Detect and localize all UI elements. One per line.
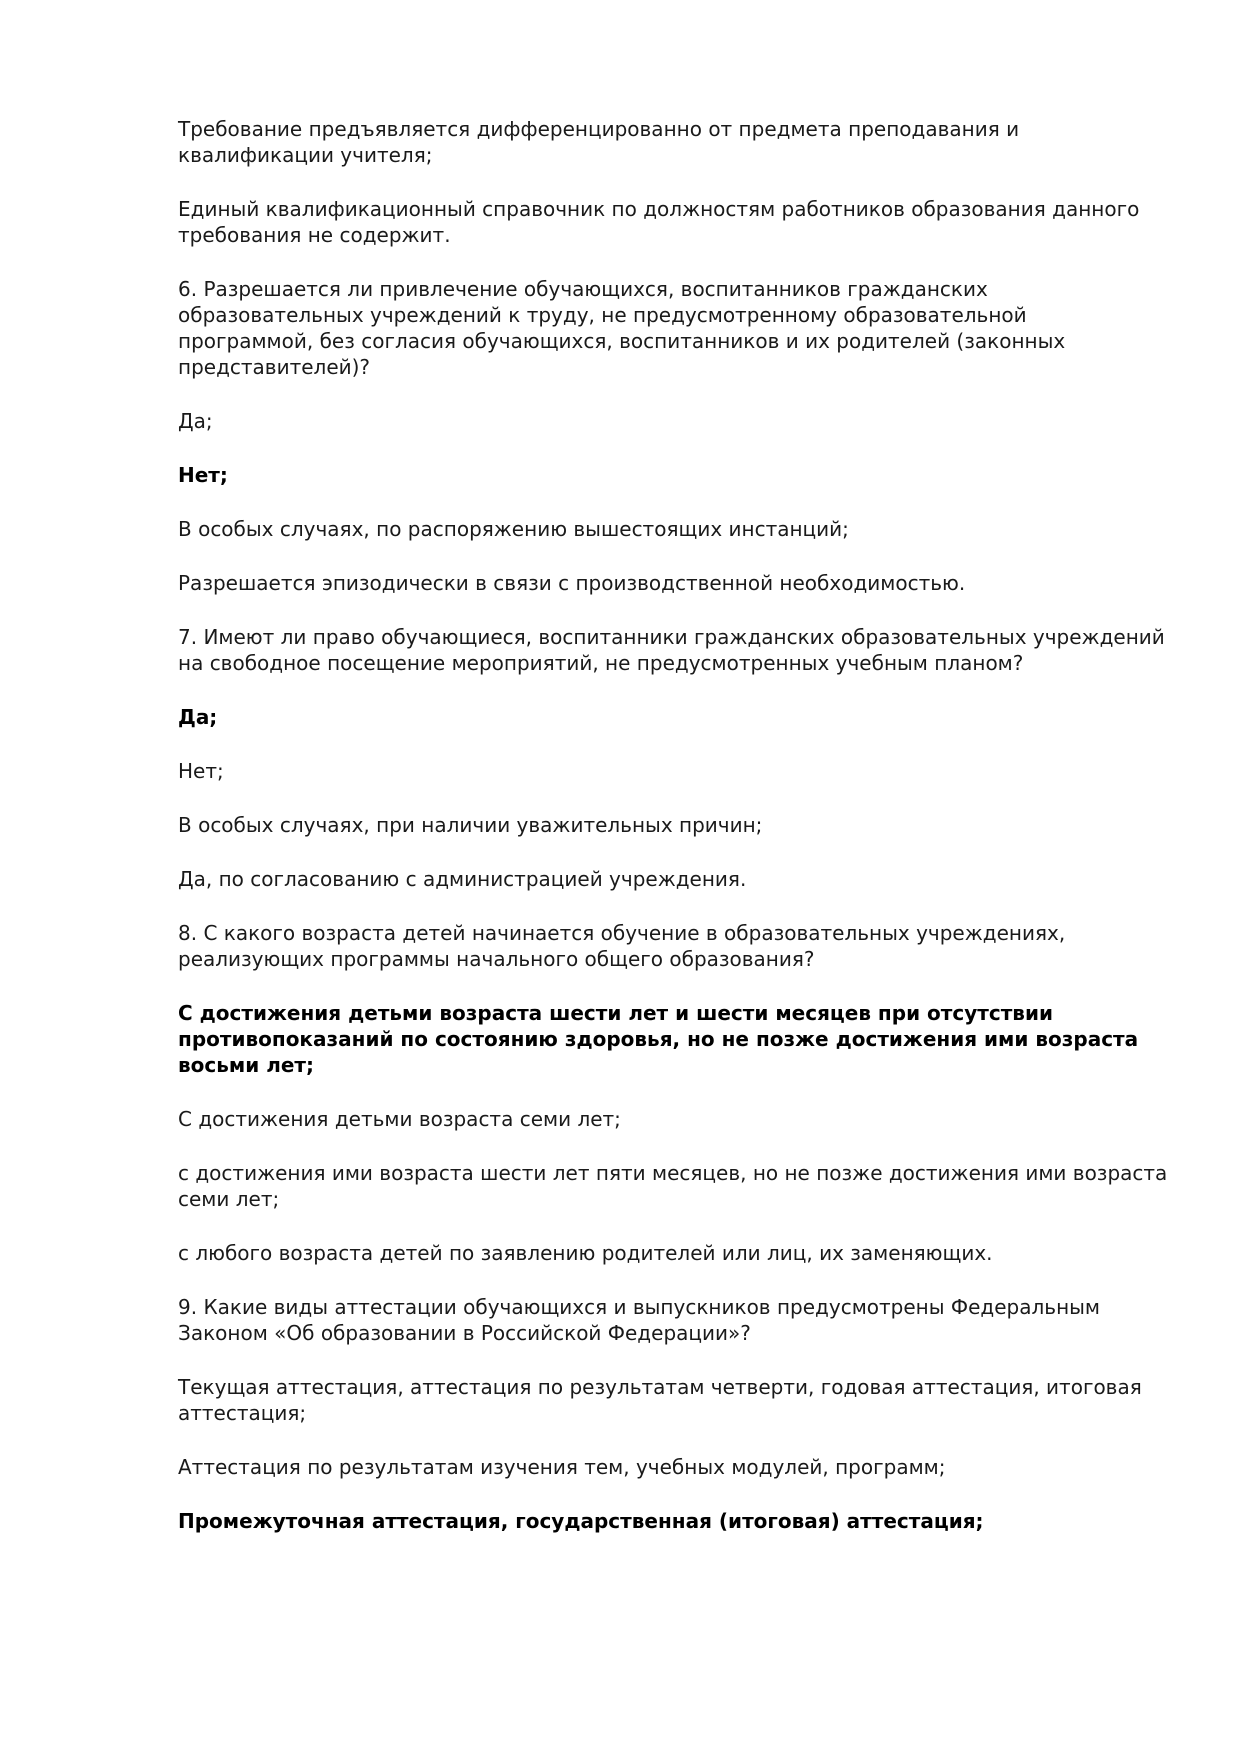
answer-option-correct: Нет; <box>178 463 228 487</box>
answer-option: Нет; <box>178 759 224 783</box>
answer-option: Аттестация по результатам изучения тем, учебных модулей, программ; <box>178 1455 946 1479</box>
answer-option: с достижения ими возраста шести лет пяти месяцев, но не позже достижения ими возраста семи лет; <box>178 1161 1168 1211</box>
question-6: 6. Разрешается ли привлечение обучающихся, воспитанников гражданских образовательных учреждений к труду, не предусмотренному образовательной программой, без согласия обучающихся, воспитанников и их родителей (законных представителей)? <box>178 277 1066 379</box>
answer-option-correct: Да; <box>178 705 218 729</box>
answer-option: Да, по согласованию с администрацией учреждения. <box>178 867 747 891</box>
answer-option: Разрешается эпизодически в связи с производственной необходимостью. <box>178 571 966 595</box>
paragraph-answer: Требование предъявляется дифференцированно от предмета преподавания и квалификации учителя; <box>178 117 1020 167</box>
question-9: 9. Какие виды аттестации обучающихся и выпускников предусмотрены Федеральным Законом «Об образовании в Российской Федерации»? <box>178 1295 1101 1345</box>
answer-option: с любого возраста детей по заявлению родителей или лиц, их заменяющих. <box>178 1241 993 1265</box>
answer-option-correct: Промежуточная аттестация, государственная (итоговая) аттестация; <box>178 1509 984 1533</box>
document-body <box>178 116 1168 1562</box>
question-7: 7. Имеют ли право обучающиеся, воспитанники гражданских образовательных учреждений на свободное посещение мероприятий, не предусмотренных учебным планом? <box>178 625 1165 675</box>
answer-option: С достижения детьми возраста семи лет; <box>178 1107 621 1131</box>
answer-option: Да; <box>178 409 213 433</box>
answer-option-correct: С достижения детьми возраста шести лет и шести месяцев при отсутствии противопоказаний по состоянию здоровья, но не позже достижения ими возраста восьми лет; <box>178 1001 1139 1077</box>
question-8: 8. С какого возраста детей начинается обучение в образовательных учреждениях, реализующих программы начального общего образования? <box>178 921 1066 971</box>
answer-option: В особых случаях, при наличии уважительных причин; <box>178 813 763 837</box>
paragraph-answer: Единый квалификационный справочник по должностям работников образования данного требования не содержит. <box>178 197 1140 247</box>
answer-option: В особых случаях, по распоряжению вышестоящих инстанций; <box>178 517 849 541</box>
answer-option: Текущая аттестация, аттестация по результатам четверти, годовая аттестация, итоговая аттестация; <box>178 1375 1142 1425</box>
